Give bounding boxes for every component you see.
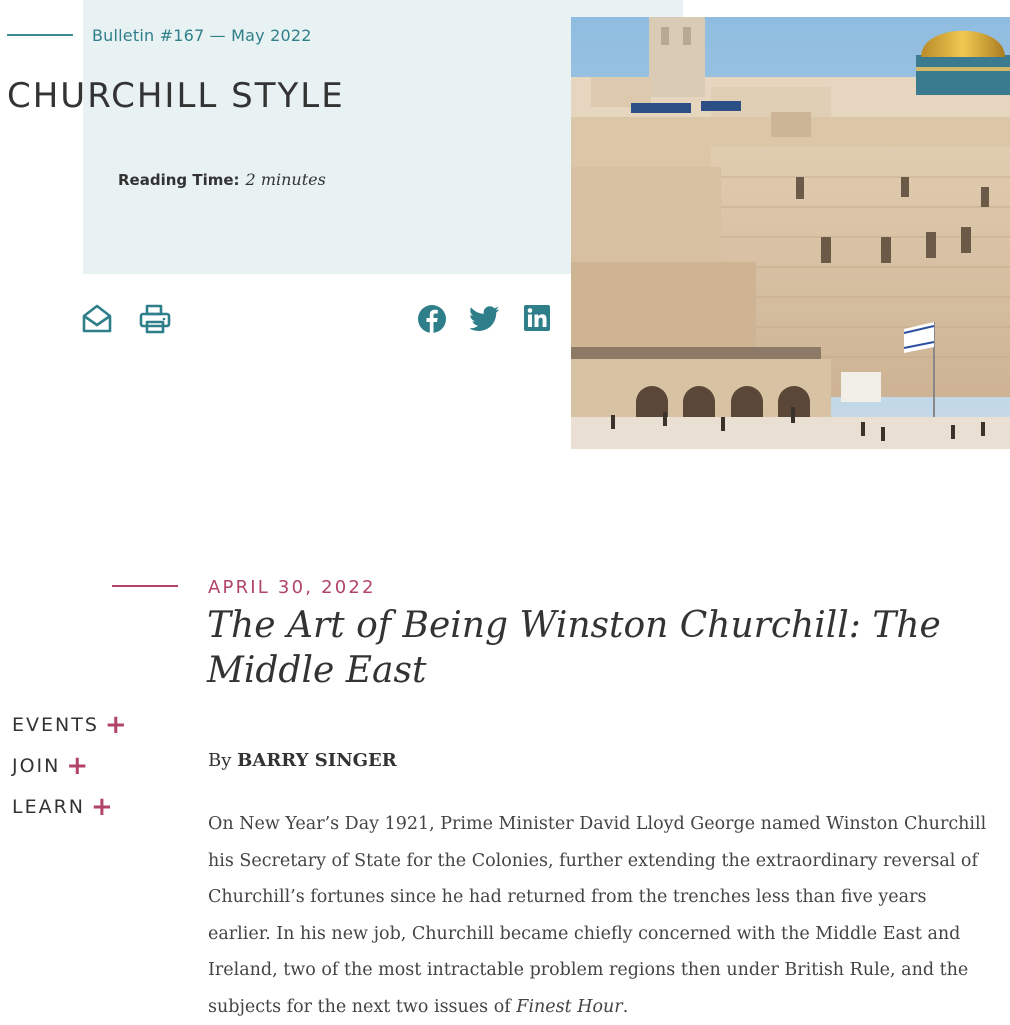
- facebook-icon[interactable]: [417, 304, 447, 334]
- article-date: APRIL 30, 2022: [208, 577, 376, 598]
- reading-time: [118, 170, 326, 189]
- nav-item-label: EVENTS: [12, 713, 99, 736]
- body-text-main: On New Year’s Day 1921, Prime Minister David Lloyd George named Winston Churchill his Secretary of State for the Colonies, further extending the extraordinary reversal of Churchill’s fortunes since he had returned from the trenches less than five years earlier. In his new job, Churchill became chiefly concerned with the Middle East and Ireland, two of the most intractable problem regions then under British Rule, and the subjects for the next two issues of: [208, 814, 987, 1017]
- side-nav: [12, 704, 127, 827]
- plus-icon: +: [66, 750, 89, 781]
- twitter-icon[interactable]: [470, 306, 500, 332]
- nav-item-events[interactable]: [12, 704, 127, 745]
- bulletin-divider: [7, 34, 73, 36]
- reading-time-label: Reading Time:: [118, 171, 240, 189]
- reading-time-value: 2 minutes: [245, 170, 326, 189]
- nav-item-label: LEARN: [12, 795, 86, 818]
- article-byline: [208, 750, 397, 771]
- nav-item-label: JOIN: [12, 754, 61, 777]
- plus-icon: +: [104, 709, 127, 740]
- linkedin-icon[interactable]: [524, 305, 550, 331]
- email-icon[interactable]: [81, 303, 113, 335]
- author-name[interactable]: BARRY SINGER: [237, 750, 397, 771]
- body-text-italic: Finest Hour: [516, 996, 623, 1017]
- nav-item-learn[interactable]: [12, 786, 127, 827]
- body-text-end: .: [622, 996, 629, 1017]
- nav-item-join[interactable]: [12, 745, 127, 786]
- bulletin-label[interactable]: Bulletin #167 — May 2022: [92, 26, 312, 45]
- plus-icon: +: [91, 791, 113, 822]
- article-hero-photo: [571, 17, 1010, 449]
- date-divider: [112, 585, 178, 587]
- article-title: The Art of Being Winston Churchill: The Middle East: [207, 605, 941, 691]
- byline-prefix: By: [208, 750, 232, 771]
- page-title: CHURCHILL STYLE: [7, 76, 345, 116]
- print-icon[interactable]: [139, 304, 171, 334]
- article-body: [208, 806, 988, 1025]
